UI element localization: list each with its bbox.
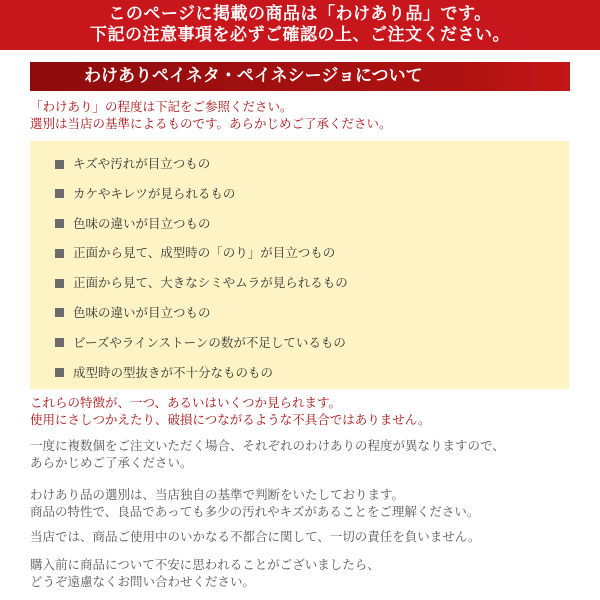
selection-paragraph	[30, 486, 590, 520]
paragraph-line: 一度に複数個をご注文いただく場合、それぞれのわけありの程度が異なりますので、	[30, 438, 505, 453]
multiple-orders-paragraph	[30, 437, 590, 471]
intro-text	[30, 98, 575, 132]
liability-paragraph	[30, 528, 590, 545]
square-bullet-icon	[55, 368, 64, 377]
notice-line-2: 使用にさしつかえたり、破損につながるような不具合ではありません。	[30, 412, 431, 427]
paragraph-line: 購入前に商品について不安に思われることがございましたら、	[30, 557, 380, 572]
checklist-item-label: 色味の違いが目立つもの	[73, 304, 211, 320]
warning-banner	[0, 0, 600, 50]
notice-line-1: これらの特徴が、一つ、あるいはいくつか見られます。	[30, 395, 342, 410]
paragraph-line: 当店では、商品ご使用中のいかなる不都合に関して、一切の責任を負いません。	[30, 529, 481, 544]
checklist-item	[30, 179, 569, 209]
checklist-item-label: キズや汚れが目立つもの	[73, 156, 211, 171]
paragraph-line: 商品の特性で、良品であっても多少の汚れやキズがあることをご理解ください。	[30, 504, 480, 519]
checklist-item-label: 正面から見て、成型時の「のり」が目立つもの	[73, 245, 336, 261]
square-bullet-icon	[55, 219, 64, 228]
square-bullet-icon	[55, 160, 64, 169]
section-title: わけありペイネタ・ペイネシージョについて	[30, 62, 570, 91]
checklist-item-label: ビーズやラインストーンの数が不足しているもの	[73, 334, 346, 350]
square-bullet-icon	[55, 338, 64, 347]
defect-checklist	[30, 141, 569, 389]
checklist-item	[30, 358, 569, 388]
checklist-item-label: カケやキレツが見られるもの	[73, 185, 236, 201]
checklist-item	[30, 328, 569, 358]
paragraph-line: どうぞ遠慮なくお問い合わせください。	[30, 574, 256, 589]
checklist-item-label: 成型時の型抜きが不十分なものもの	[73, 364, 274, 380]
checklist-item	[30, 298, 569, 328]
square-bullet-icon	[55, 308, 64, 317]
banner-line-1: このページに掲載の商品は「わけあり品」です。	[108, 4, 492, 24]
paragraph-line: わけあり品の選別は、当店独自の基準で判断をいたしております。	[30, 487, 405, 502]
checklist-item	[30, 268, 569, 298]
square-bullet-icon	[55, 249, 64, 258]
intro-line-2: 選別は当店の基準によるものです。あらかじめご了承ください。	[30, 116, 392, 131]
square-bullet-icon	[55, 279, 64, 288]
checklist-item	[30, 238, 569, 268]
checklist-item-label: 色味の違いが目立つもの	[73, 215, 211, 231]
square-bullet-icon	[55, 189, 64, 198]
intro-line-1: 「わけあり」の程度は下記をご参照ください。	[30, 99, 293, 114]
checklist-item	[30, 209, 569, 239]
paragraph-line: あらかじめご了承ください。	[30, 455, 193, 470]
checklist-item	[30, 149, 569, 179]
notice-text	[30, 394, 580, 428]
contact-paragraph	[30, 556, 590, 590]
checklist-item-label: 正面から見て、大きなシミやムラが見られるもの	[73, 275, 348, 291]
banner-line-2: 下記の注意事項を必ずご確認の上、ご注文ください。	[90, 25, 510, 45]
